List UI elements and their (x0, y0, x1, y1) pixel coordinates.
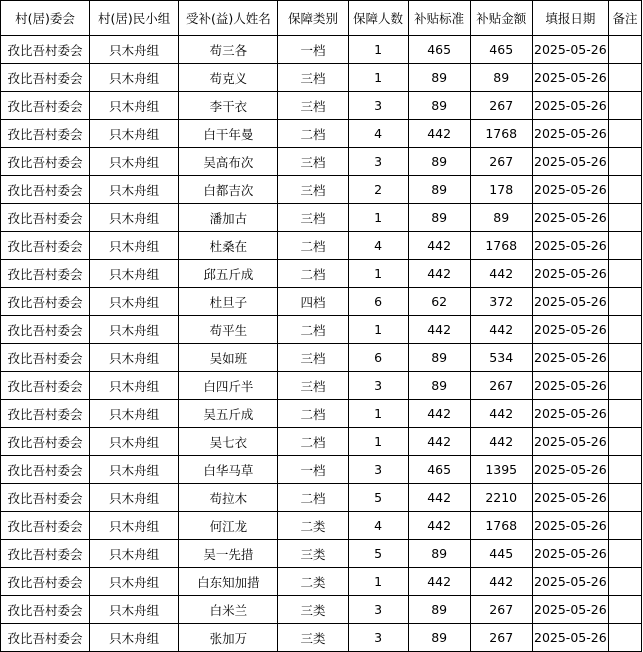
cell-report-date: 2025-05-26 (532, 36, 608, 64)
cell-remarks (608, 36, 641, 64)
cell-subsidy-standard: 89 (408, 624, 470, 652)
cell-subsidy-amount: 267 (470, 624, 532, 652)
cell-beneficiary-name: 白四斤半 (179, 372, 278, 400)
table-row (1, 316, 642, 344)
table-row (1, 512, 642, 540)
table-row (1, 540, 642, 568)
cell-villager-group: 只木舟组 (90, 400, 179, 428)
cell-beneficiary-name: 白都吉次 (179, 176, 278, 204)
cell-guarantee-count: 3 (348, 148, 408, 176)
cell-village-committee: 孜比吾村委会 (1, 176, 90, 204)
cell-report-date: 2025-05-26 (532, 540, 608, 568)
cell-villager-group: 只木舟组 (90, 176, 179, 204)
cell-report-date: 2025-05-26 (532, 568, 608, 596)
cell-beneficiary-name: 杜桑在 (179, 232, 278, 260)
cell-village-committee: 孜比吾村委会 (1, 344, 90, 372)
cell-report-date: 2025-05-26 (532, 176, 608, 204)
cell-subsidy-standard: 442 (408, 120, 470, 148)
cell-remarks (608, 204, 641, 232)
cell-villager-group: 只木舟组 (90, 484, 179, 512)
cell-remarks (608, 400, 641, 428)
cell-subsidy-standard: 89 (408, 372, 470, 400)
cell-beneficiary-name: 白华马草 (179, 456, 278, 484)
cell-village-committee: 孜比吾村委会 (1, 204, 90, 232)
cell-village-committee: 孜比吾村委会 (1, 372, 90, 400)
cell-remarks (608, 624, 641, 652)
table-row (1, 120, 642, 148)
cell-subsidy-amount: 267 (470, 92, 532, 120)
cell-villager-group: 只木舟组 (90, 120, 179, 148)
cell-guarantee-count: 1 (348, 204, 408, 232)
cell-guarantee-count: 3 (348, 596, 408, 624)
cell-subsidy-amount: 89 (470, 64, 532, 92)
cell-village-committee: 孜比吾村委会 (1, 512, 90, 540)
cell-subsidy-standard: 89 (408, 596, 470, 624)
cell-guarantee-category: 二类 (278, 512, 348, 540)
cell-village-committee: 孜比吾村委会 (1, 596, 90, 624)
cell-beneficiary-name: 吴高布次 (179, 148, 278, 176)
table-row (1, 428, 642, 456)
cell-report-date: 2025-05-26 (532, 344, 608, 372)
cell-guarantee-count: 3 (348, 92, 408, 120)
cell-beneficiary-name: 邱五斤成 (179, 260, 278, 288)
cell-guarantee-category: 二档 (278, 400, 348, 428)
cell-guarantee-count: 1 (348, 316, 408, 344)
cell-beneficiary-name: 白干年曼 (179, 120, 278, 148)
cell-village-committee: 孜比吾村委会 (1, 92, 90, 120)
table-body (1, 36, 642, 652)
cell-remarks (608, 484, 641, 512)
cell-guarantee-category: 三档 (278, 64, 348, 92)
cell-guarantee-count: 6 (348, 288, 408, 316)
cell-village-committee: 孜比吾村委会 (1, 316, 90, 344)
cell-report-date: 2025-05-26 (532, 456, 608, 484)
header-report-date: 填报日期 (532, 1, 608, 36)
table-row (1, 400, 642, 428)
header-guarantee-category: 保障类别 (278, 1, 348, 36)
table-row (1, 92, 642, 120)
cell-guarantee-count: 4 (348, 232, 408, 260)
cell-beneficiary-name: 苟拉木 (179, 484, 278, 512)
cell-village-committee: 孜比吾村委会 (1, 484, 90, 512)
cell-villager-group: 只木舟组 (90, 204, 179, 232)
cell-villager-group: 只木舟组 (90, 288, 179, 316)
table-row (1, 176, 642, 204)
cell-guarantee-count: 4 (348, 512, 408, 540)
cell-report-date: 2025-05-26 (532, 512, 608, 540)
cell-guarantee-count: 2 (348, 176, 408, 204)
cell-villager-group: 只木舟组 (90, 512, 179, 540)
cell-report-date: 2025-05-26 (532, 316, 608, 344)
cell-subsidy-amount: 465 (470, 36, 532, 64)
cell-subsidy-standard: 89 (408, 344, 470, 372)
cell-remarks (608, 148, 641, 176)
cell-subsidy-amount: 442 (470, 316, 532, 344)
cell-subsidy-standard: 442 (408, 568, 470, 596)
cell-beneficiary-name: 苟克义 (179, 64, 278, 92)
cell-beneficiary-name: 苟平生 (179, 316, 278, 344)
cell-villager-group: 只木舟组 (90, 148, 179, 176)
cell-beneficiary-name: 白东知加措 (179, 568, 278, 596)
cell-villager-group: 只木舟组 (90, 64, 179, 92)
cell-guarantee-count: 3 (348, 372, 408, 400)
cell-guarantee-category: 二档 (278, 316, 348, 344)
table-row (1, 484, 642, 512)
cell-report-date: 2025-05-26 (532, 64, 608, 92)
table-row (1, 288, 642, 316)
cell-guarantee-category: 三档 (278, 372, 348, 400)
cell-remarks (608, 568, 641, 596)
cell-subsidy-amount: 442 (470, 260, 532, 288)
cell-beneficiary-name: 杜旦子 (179, 288, 278, 316)
cell-village-committee: 孜比吾村委会 (1, 624, 90, 652)
cell-villager-group: 只木舟组 (90, 260, 179, 288)
cell-subsidy-amount: 2210 (470, 484, 532, 512)
cell-report-date: 2025-05-26 (532, 288, 608, 316)
cell-beneficiary-name: 潘加古 (179, 204, 278, 232)
cell-subsidy-amount: 1768 (470, 232, 532, 260)
cell-guarantee-category: 二档 (278, 428, 348, 456)
cell-subsidy-standard: 442 (408, 512, 470, 540)
cell-beneficiary-name: 吴一先措 (179, 540, 278, 568)
header-remarks: 备注 (608, 1, 641, 36)
cell-remarks (608, 512, 641, 540)
cell-report-date: 2025-05-26 (532, 428, 608, 456)
cell-guarantee-count: 1 (348, 568, 408, 596)
cell-subsidy-amount: 1768 (470, 120, 532, 148)
cell-beneficiary-name: 吴五斤成 (179, 400, 278, 428)
cell-villager-group: 只木舟组 (90, 624, 179, 652)
cell-subsidy-standard: 442 (408, 428, 470, 456)
cell-remarks (608, 64, 641, 92)
cell-village-committee: 孜比吾村委会 (1, 148, 90, 176)
cell-guarantee-count: 1 (348, 36, 408, 64)
cell-beneficiary-name: 何江龙 (179, 512, 278, 540)
cell-guarantee-count: 5 (348, 540, 408, 568)
cell-guarantee-category: 二档 (278, 120, 348, 148)
table-row (1, 204, 642, 232)
cell-subsidy-amount: 442 (470, 400, 532, 428)
cell-village-committee: 孜比吾村委会 (1, 288, 90, 316)
table-row (1, 624, 642, 652)
header-village-committee: 村(居)委会 (1, 1, 90, 36)
table-row (1, 232, 642, 260)
cell-guarantee-category: 三档 (278, 204, 348, 232)
cell-beneficiary-name: 张加万 (179, 624, 278, 652)
cell-guarantee-category: 三档 (278, 176, 348, 204)
cell-remarks (608, 428, 641, 456)
cell-villager-group: 只木舟组 (90, 232, 179, 260)
cell-subsidy-standard: 89 (408, 176, 470, 204)
cell-remarks (608, 596, 641, 624)
cell-report-date: 2025-05-26 (532, 92, 608, 120)
cell-village-committee: 孜比吾村委会 (1, 400, 90, 428)
cell-guarantee-count: 4 (348, 120, 408, 148)
cell-remarks (608, 176, 641, 204)
table-row (1, 344, 642, 372)
table-row (1, 260, 642, 288)
cell-remarks (608, 316, 641, 344)
cell-report-date: 2025-05-26 (532, 484, 608, 512)
cell-subsidy-standard: 442 (408, 484, 470, 512)
cell-subsidy-amount: 1395 (470, 456, 532, 484)
cell-subsidy-standard: 465 (408, 36, 470, 64)
cell-subsidy-amount: 267 (470, 148, 532, 176)
cell-guarantee-category: 三类 (278, 596, 348, 624)
cell-guarantee-category: 二档 (278, 484, 348, 512)
cell-report-date: 2025-05-26 (532, 624, 608, 652)
cell-subsidy-amount: 445 (470, 540, 532, 568)
cell-guarantee-category: 二档 (278, 260, 348, 288)
cell-villager-group: 只木舟组 (90, 428, 179, 456)
cell-report-date: 2025-05-26 (532, 120, 608, 148)
cell-subsidy-standard: 442 (408, 232, 470, 260)
header-guarantee-count: 保障人数 (348, 1, 408, 36)
header-beneficiary-name: 受补(益)人姓名 (179, 1, 278, 36)
cell-subsidy-amount: 442 (470, 428, 532, 456)
cell-subsidy-standard: 89 (408, 92, 470, 120)
cell-subsidy-standard: 89 (408, 540, 470, 568)
cell-village-committee: 孜比吾村委会 (1, 540, 90, 568)
cell-guarantee-category: 二类 (278, 568, 348, 596)
cell-subsidy-amount: 267 (470, 372, 532, 400)
cell-guarantee-count: 1 (348, 400, 408, 428)
table-row (1, 596, 642, 624)
cell-subsidy-standard: 465 (408, 456, 470, 484)
table-row (1, 456, 642, 484)
cell-guarantee-count: 1 (348, 64, 408, 92)
header-row (1, 1, 642, 36)
cell-beneficiary-name: 白米兰 (179, 596, 278, 624)
cell-report-date: 2025-05-26 (532, 372, 608, 400)
header-subsidy-amount: 补贴金额 (470, 1, 532, 36)
cell-village-committee: 孜比吾村委会 (1, 120, 90, 148)
cell-subsidy-standard: 62 (408, 288, 470, 316)
cell-remarks (608, 456, 641, 484)
cell-subsidy-standard: 442 (408, 400, 470, 428)
cell-subsidy-amount: 442 (470, 568, 532, 596)
cell-report-date: 2025-05-26 (532, 260, 608, 288)
table-row (1, 64, 642, 92)
cell-guarantee-category: 三类 (278, 624, 348, 652)
cell-remarks (608, 260, 641, 288)
cell-village-committee: 孜比吾村委会 (1, 232, 90, 260)
cell-remarks (608, 372, 641, 400)
cell-guarantee-count: 3 (348, 624, 408, 652)
cell-guarantee-count: 3 (348, 456, 408, 484)
cell-villager-group: 只木舟组 (90, 456, 179, 484)
cell-village-committee: 孜比吾村委会 (1, 568, 90, 596)
cell-guarantee-category: 二档 (278, 232, 348, 260)
cell-villager-group: 只木舟组 (90, 540, 179, 568)
cell-report-date: 2025-05-26 (532, 232, 608, 260)
cell-remarks (608, 120, 641, 148)
cell-report-date: 2025-05-26 (532, 596, 608, 624)
cell-village-committee: 孜比吾村委会 (1, 36, 90, 64)
cell-villager-group: 只木舟组 (90, 568, 179, 596)
header-villager-group: 村(居)民小组 (90, 1, 179, 36)
cell-guarantee-count: 1 (348, 260, 408, 288)
cell-beneficiary-name: 苟三各 (179, 36, 278, 64)
table-row (1, 148, 642, 176)
cell-guarantee-count: 1 (348, 428, 408, 456)
cell-villager-group: 只木舟组 (90, 92, 179, 120)
cell-subsidy-amount: 178 (470, 176, 532, 204)
cell-subsidy-standard: 442 (408, 316, 470, 344)
cell-subsidy-amount: 1768 (470, 512, 532, 540)
cell-guarantee-category: 三档 (278, 344, 348, 372)
cell-remarks (608, 232, 641, 260)
cell-guarantee-category: 一档 (278, 456, 348, 484)
cell-report-date: 2025-05-26 (532, 400, 608, 428)
cell-subsidy-amount: 89 (470, 204, 532, 232)
cell-guarantee-count: 6 (348, 344, 408, 372)
table-row (1, 36, 642, 64)
header-subsidy-standard: 补贴标准 (408, 1, 470, 36)
cell-subsidy-amount: 372 (470, 288, 532, 316)
cell-remarks (608, 288, 641, 316)
cell-guarantee-category: 三档 (278, 148, 348, 176)
cell-guarantee-category: 四档 (278, 288, 348, 316)
cell-subsidy-standard: 89 (408, 148, 470, 176)
cell-guarantee-category: 一档 (278, 36, 348, 64)
cell-beneficiary-name: 吴如班 (179, 344, 278, 372)
cell-guarantee-count: 5 (348, 484, 408, 512)
cell-village-committee: 孜比吾村委会 (1, 260, 90, 288)
cell-subsidy-standard: 442 (408, 260, 470, 288)
cell-remarks (608, 540, 641, 568)
cell-villager-group: 只木舟组 (90, 344, 179, 372)
cell-remarks (608, 92, 641, 120)
cell-beneficiary-name: 吴七衣 (179, 428, 278, 456)
cell-subsidy-standard: 89 (408, 64, 470, 92)
cell-villager-group: 只木舟组 (90, 36, 179, 64)
cell-village-committee: 孜比吾村委会 (1, 428, 90, 456)
cell-village-committee: 孜比吾村委会 (1, 64, 90, 92)
cell-villager-group: 只木舟组 (90, 316, 179, 344)
cell-villager-group: 只木舟组 (90, 596, 179, 624)
cell-beneficiary-name: 李干衣 (179, 92, 278, 120)
cell-subsidy-amount: 267 (470, 596, 532, 624)
cell-guarantee-category: 三类 (278, 540, 348, 568)
cell-report-date: 2025-05-26 (532, 148, 608, 176)
table-row (1, 568, 642, 596)
cell-villager-group: 只木舟组 (90, 372, 179, 400)
cell-guarantee-category: 三档 (278, 92, 348, 120)
cell-village-committee: 孜比吾村委会 (1, 456, 90, 484)
table-row (1, 372, 642, 400)
cell-remarks (608, 344, 641, 372)
cell-report-date: 2025-05-26 (532, 204, 608, 232)
cell-subsidy-standard: 89 (408, 204, 470, 232)
cell-subsidy-amount: 534 (470, 344, 532, 372)
